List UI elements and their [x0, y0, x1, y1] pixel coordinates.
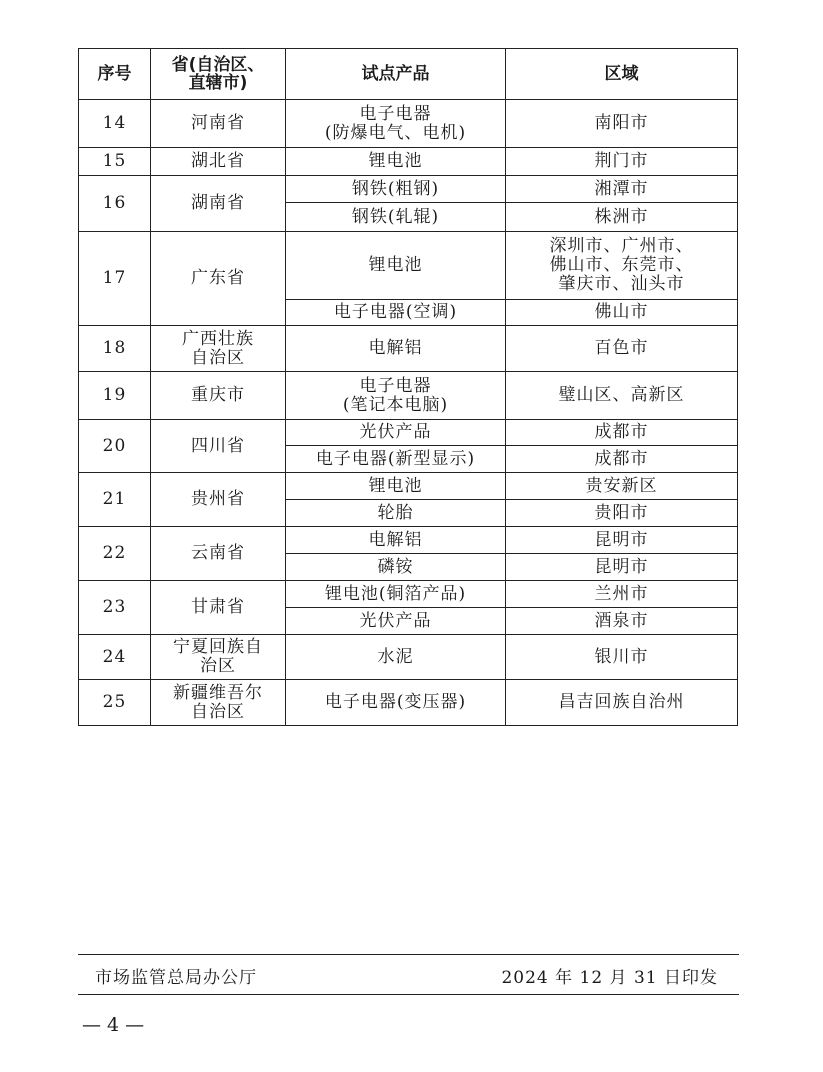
row-serial-number: 17 [79, 232, 151, 326]
row-pilot-product: 磷铵 [286, 554, 506, 581]
table-row [79, 232, 738, 300]
table-row [79, 420, 738, 446]
row-region: 贵安新区 [506, 473, 738, 500]
row-province: 湖北省 [151, 148, 286, 176]
issue-date: 2024 年 12 月 31 日印发 [501, 968, 718, 988]
table-row [79, 680, 738, 726]
row-pilot-product: 电子电器 (防爆电气、电机) [286, 100, 506, 148]
header-province: 省(自治区、 直辖市) [151, 49, 286, 100]
row-pilot-product: 电解铝 [286, 527, 506, 554]
row-serial-number: 24 [79, 635, 151, 680]
row-region: 湘潭市 [506, 176, 738, 203]
table-row [79, 100, 738, 148]
row-serial-number: 16 [79, 176, 151, 232]
row-province: 河南省 [151, 100, 286, 148]
row-pilot-product: 电解铝 [286, 326, 506, 372]
row-serial-number: 15 [79, 148, 151, 176]
table-row [79, 473, 738, 500]
header-pilot-product: 试点产品 [286, 49, 506, 100]
row-pilot-product: 轮胎 [286, 500, 506, 527]
row-pilot-product: 光伏产品 [286, 420, 506, 446]
pilot-table-container [78, 48, 737, 726]
row-province: 重庆市 [151, 372, 286, 420]
row-pilot-product: 水泥 [286, 635, 506, 680]
table-row [79, 581, 738, 608]
row-serial-number: 22 [79, 527, 151, 581]
row-province: 新疆维吾尔 自治区 [151, 680, 286, 726]
row-serial-number: 14 [79, 100, 151, 148]
row-region: 昆明市 [506, 554, 738, 581]
row-serial-number: 25 [79, 680, 151, 726]
row-region: 贵阳市 [506, 500, 738, 527]
row-pilot-product: 锂电池 [286, 148, 506, 176]
row-serial-number: 18 [79, 326, 151, 372]
row-region: 银川市 [506, 635, 738, 680]
footer-bottom-rule [78, 994, 739, 995]
row-region: 成都市 [506, 420, 738, 446]
row-pilot-product: 锂电池(铜箔产品) [286, 581, 506, 608]
row-province: 甘肃省 [151, 581, 286, 635]
row-region: 佛山市 [506, 300, 738, 326]
row-province: 宁夏回族自 治区 [151, 635, 286, 680]
header-region: 区域 [506, 49, 738, 100]
row-province: 四川省 [151, 420, 286, 473]
table-body [79, 100, 738, 726]
row-pilot-product: 锂电池 [286, 232, 506, 300]
row-region: 百色市 [506, 326, 738, 372]
row-pilot-product: 光伏产品 [286, 608, 506, 635]
table-row [79, 635, 738, 680]
row-region: 酒泉市 [506, 608, 738, 635]
row-region: 深圳市、广州市、 佛山市、东莞市、 肇庆市、汕头市 [506, 232, 738, 300]
table-row [79, 326, 738, 372]
row-region: 荆门市 [506, 148, 738, 176]
row-province: 广西壮族 自治区 [151, 326, 286, 372]
row-pilot-product: 电子电器 (笔记本电脑) [286, 372, 506, 420]
header-serial-number: 序号 [79, 49, 151, 100]
row-region: 昆明市 [506, 527, 738, 554]
row-serial-number: 23 [79, 581, 151, 635]
issuer-name: 市场监管总局办公厅 [95, 968, 257, 988]
row-pilot-product: 电子电器(空调) [286, 300, 506, 326]
row-serial-number: 19 [79, 372, 151, 420]
table-row [79, 527, 738, 554]
row-region: 昌吉回族自治州 [506, 680, 738, 726]
row-pilot-product: 钢铁(轧辊) [286, 203, 506, 232]
row-region: 南阳市 [506, 100, 738, 148]
row-province: 湖南省 [151, 176, 286, 232]
page-number: — 4 — [82, 1014, 145, 1036]
row-pilot-product: 电子电器(变压器) [286, 680, 506, 726]
pilot-products-table [78, 48, 738, 726]
row-serial-number: 21 [79, 473, 151, 527]
row-province: 贵州省 [151, 473, 286, 527]
row-pilot-product: 电子电器(新型显示) [286, 446, 506, 473]
row-serial-number: 20 [79, 420, 151, 473]
row-region: 兰州市 [506, 581, 738, 608]
row-region: 株洲市 [506, 203, 738, 232]
table-header-row [79, 49, 738, 100]
row-region: 成都市 [506, 446, 738, 473]
row-pilot-product: 锂电池 [286, 473, 506, 500]
row-pilot-product: 钢铁(粗钢) [286, 176, 506, 203]
row-province: 云南省 [151, 527, 286, 581]
footer-top-rule [78, 954, 739, 955]
row-province: 广东省 [151, 232, 286, 326]
row-region: 璧山区、高新区 [506, 372, 738, 420]
table-row [79, 372, 738, 420]
table-row [79, 176, 738, 203]
table-row [79, 148, 738, 176]
